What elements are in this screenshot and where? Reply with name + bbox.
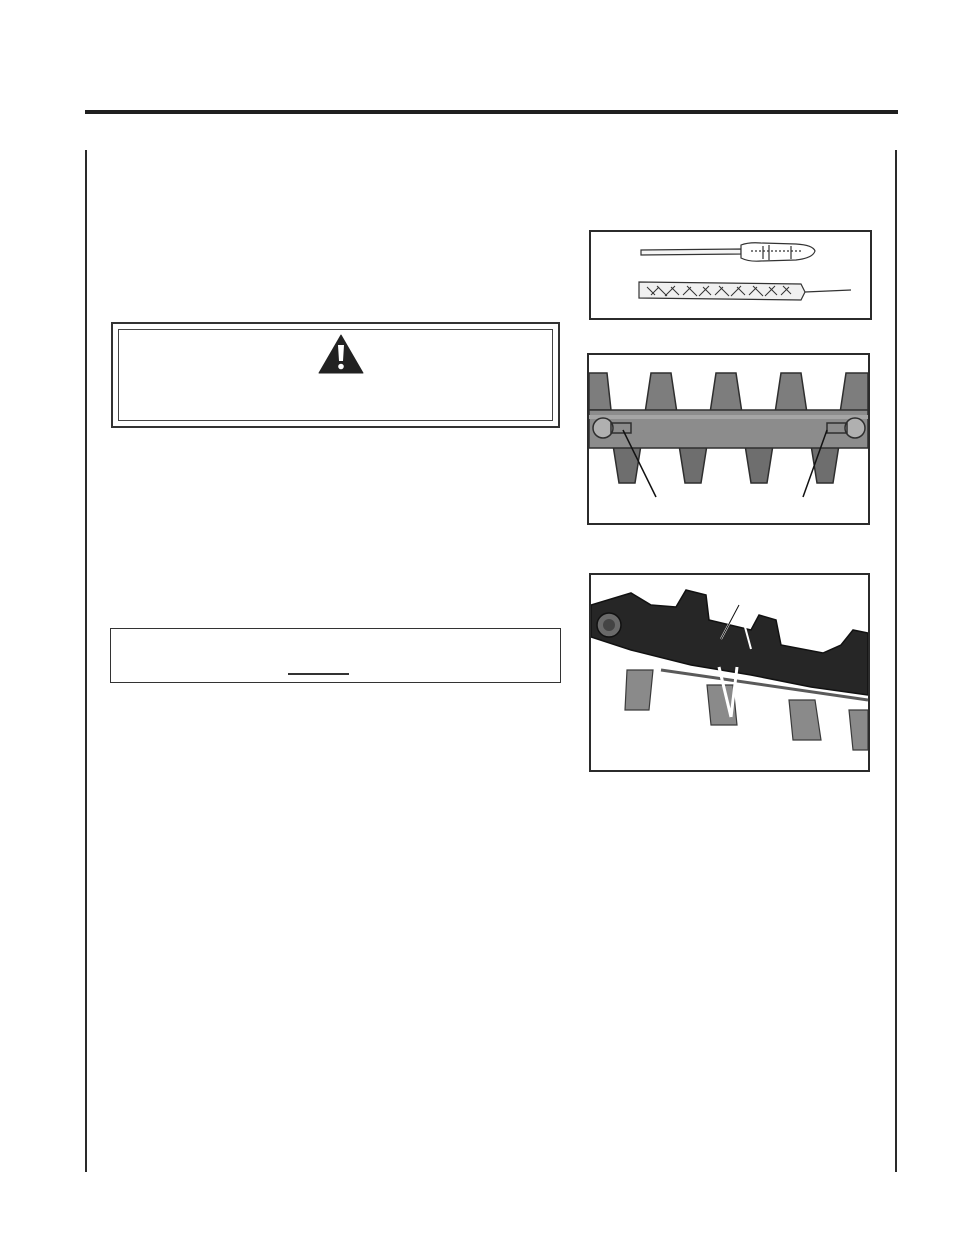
tools-figure bbox=[589, 230, 872, 320]
warning-triangle-icon bbox=[318, 334, 364, 374]
right-bolt bbox=[845, 418, 865, 438]
blade-top-view-figure bbox=[587, 353, 870, 525]
hedge-blade-top-photo bbox=[589, 355, 868, 523]
note-underline bbox=[288, 673, 349, 675]
left-margin-rule bbox=[85, 150, 87, 1172]
blade-angled-view-figure bbox=[589, 573, 870, 772]
hedge-blade-angled-photo bbox=[591, 575, 868, 770]
header-rule bbox=[85, 110, 898, 114]
left-bolt bbox=[593, 418, 613, 438]
screwdriver-and-file-icon bbox=[591, 232, 870, 318]
note-box bbox=[110, 628, 561, 683]
right-margin-rule bbox=[895, 150, 897, 1172]
file-icon bbox=[639, 282, 851, 300]
screwdriver-icon bbox=[641, 243, 815, 261]
